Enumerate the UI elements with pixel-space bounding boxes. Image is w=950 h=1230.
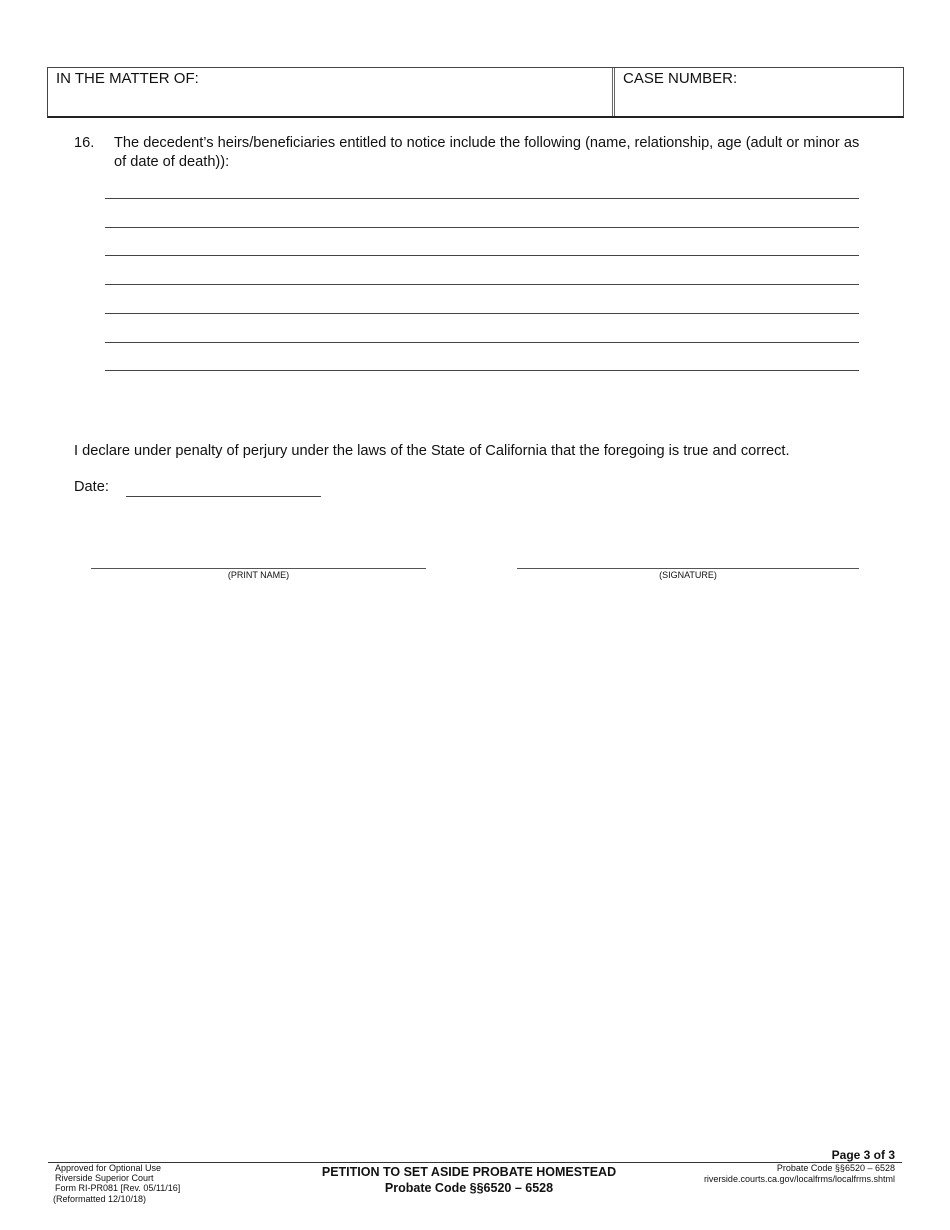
caption-box <box>47 67 904 118</box>
footer-reformatted: (Reformatted 12/10/18) <box>53 1193 147 1204</box>
print-name-caption: (PRINT NAME) <box>227 570 290 580</box>
page-number: Page 3 of 3 <box>831 1148 895 1162</box>
form-title: PETITION TO SET ASIDE PROBATE HOMESTEAD <box>321 1165 617 1179</box>
print-name-field[interactable] <box>91 568 426 569</box>
footer-reference <box>704 1163 895 1185</box>
heir-line-6[interactable] <box>105 342 859 343</box>
footer-approval: Approved for Optional Use <box>55 1163 162 1173</box>
item-16 <box>74 134 864 171</box>
date-label: Date: <box>74 479 109 495</box>
declaration-text: I declare under penalty of perjury under the laws of the State of California that the foregoing is true and correct. <box>74 443 790 459</box>
case-number-field[interactable] <box>615 68 903 116</box>
footer-form-id: Form RI-PR081 [Rev. 05/11/16] <box>55 1183 181 1194</box>
footer-court: Riverside Superior Court <box>55 1173 154 1184</box>
footer-form-info <box>55 1163 180 1204</box>
heir-line-7[interactable] <box>105 370 859 371</box>
matter-field[interactable] <box>48 68 615 116</box>
footer-url: riverside.courts.ca.gov/localfrms/localfrms.shtml <box>703 1174 895 1184</box>
form-subtitle: Probate Code §§6520 – 6528 <box>384 1181 554 1195</box>
signature-field[interactable] <box>517 568 859 569</box>
signature-caption: (SIGNATURE) <box>659 570 717 580</box>
heir-line-4[interactable] <box>105 284 859 285</box>
heir-line-2[interactable] <box>105 227 859 228</box>
matter-label: IN THE MATTER OF: <box>56 70 199 87</box>
item-text: The decedent’s heirs/beneficiaries entitled to notice include the following (name, relationship, age (adult or minor as of date of death)): <box>114 135 860 170</box>
date-field[interactable] <box>126 496 321 497</box>
footer-title-block <box>290 1164 648 1196</box>
heir-line-3[interactable] <box>105 255 859 256</box>
heir-line-1[interactable] <box>105 198 859 199</box>
footer-code-ref: Probate Code §§6520 – 6528 <box>776 1163 895 1173</box>
heir-line-5[interactable] <box>105 313 859 314</box>
case-number-label: CASE NUMBER: <box>623 70 738 87</box>
item-number: 16. <box>74 135 95 151</box>
